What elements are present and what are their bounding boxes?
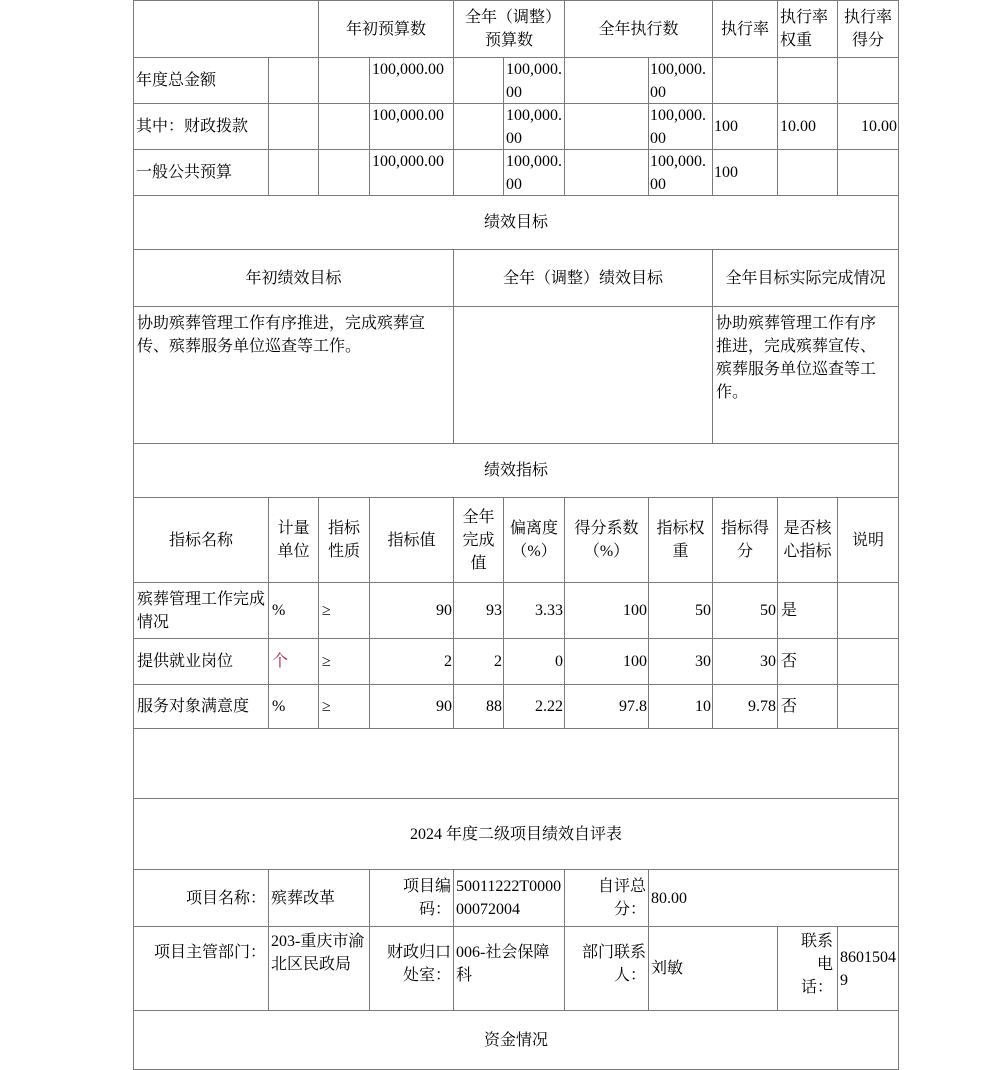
rate-score-value (837, 149, 899, 196)
indicator-coefficient-cell: 100 (564, 638, 649, 685)
header-rate-score: 执行率得分 (837, 0, 899, 58)
blank-cell (564, 103, 649, 150)
self-score-value: 80.00 (648, 869, 899, 927)
budget-row-label: 其中：财政拨款 (133, 103, 269, 150)
header-note: 说明 (837, 497, 899, 583)
office-label: 财政归口处室： (369, 926, 454, 1011)
spacer-row (133, 728, 899, 799)
indicator-target-cell: 90 (369, 684, 454, 729)
goals-section-title: 绩效目标 (133, 195, 899, 250)
rate-score-value (837, 57, 899, 104)
indicator-note-cell (837, 684, 899, 729)
indicator-indicator-name-cell: 服务对象满意度 (133, 684, 269, 729)
blank-cell (453, 149, 504, 196)
blank-cell (318, 57, 370, 104)
indicator-weight-cell: 10 (648, 684, 713, 729)
project-name-label: 项目名称： (133, 869, 269, 927)
header-actual: 全年完成值 (453, 497, 504, 583)
header-weight: 指标权重 (648, 497, 713, 583)
dept-label: 项目主管部门： (133, 926, 269, 1011)
blank-cell (318, 103, 370, 150)
indicator-unit-cell: % (268, 684, 319, 729)
header-unit: 计量单位 (268, 497, 319, 583)
executed-value: 100,000.00 (648, 149, 713, 196)
project-name-value: 殡葬改革 (268, 869, 370, 927)
indicators-section-title: 绩效指标 (133, 443, 899, 498)
indicator-score-cell: 9.78 (712, 684, 778, 729)
indicator-indicator-name-cell: 殡葬管理工作完成情况 (133, 582, 269, 639)
form-title: 2024 年度二级项目绩效自评表 (133, 798, 899, 870)
indicator-core-cell: 否 (777, 638, 838, 685)
budget-row-label: 一般公共预算 (133, 149, 269, 196)
adjusted-budget-value: 100,000.00 (503, 149, 565, 196)
indicator-deviation-cell: 2.22 (503, 684, 565, 729)
indicator-target-cell: 90 (369, 582, 454, 639)
indicator-deviation-cell: 3.33 (503, 582, 565, 639)
rate-weight-value (777, 57, 838, 104)
indicator-weight-cell: 30 (648, 638, 713, 685)
indicator-note-cell (837, 638, 899, 685)
header-deviation: 偏离度（%） (503, 497, 565, 583)
goals-initial-text: 协助殡葬管理工作有序推进，完成殡葬宣传、殡葬服务单位巡查等工作。 (133, 306, 454, 444)
budget-header-blank (133, 0, 319, 58)
header-score: 指标得分 (712, 497, 778, 583)
indicator-score-cell: 30 (712, 638, 778, 685)
goals-header-actual: 全年目标实际完成情况 (712, 249, 899, 307)
initial-budget-value: 100,000.00 (369, 57, 454, 104)
header-adjusted-budget: 全年（调整）预算数 (453, 0, 565, 58)
project-code-label: 项目编码： (369, 869, 454, 927)
indicator-deviation-cell: 0 (503, 638, 565, 685)
executed-value: 100,000.00 (648, 103, 713, 150)
rate-score-value: 10.00 (837, 103, 899, 150)
header-initial-budget: 年初预算数 (318, 0, 454, 58)
header-coefficient: 得分系数（%） (564, 497, 649, 583)
indicator-unit-cell: % (268, 582, 319, 639)
blank-cell (453, 103, 504, 150)
adjusted-budget-value: 100,000.00 (503, 57, 565, 104)
adjusted-budget-value: 100,000.00 (503, 103, 565, 150)
contact-value: 刘敏 (648, 926, 778, 1011)
header-executed: 全年执行数 (564, 0, 713, 58)
indicator-coefficient-cell: 97.8 (564, 684, 649, 729)
blank-cell (318, 149, 370, 196)
self-score-label: 自评总分： (564, 869, 649, 927)
rate-weight-value: 10.00 (777, 103, 838, 150)
dept-value: 203-重庆市渝北区民政局 (268, 926, 370, 1011)
indicator-actual-cell: 93 (453, 582, 504, 639)
indicator-coefficient-cell: 100 (564, 582, 649, 639)
budget-row-label: 年度总金额 (133, 57, 269, 104)
indicator-actual-cell: 88 (453, 684, 504, 729)
rate-weight-value (777, 149, 838, 196)
rate-value: 100 (712, 103, 778, 150)
indicator-actual-cell: 2 (453, 638, 504, 685)
contact-label: 部门联系人： (564, 926, 649, 1011)
blank-cell (564, 149, 649, 196)
phone-label: 联系电话： (777, 926, 838, 1011)
indicator-core-cell: 否 (777, 684, 838, 729)
goals-header-initial: 年初绩效目标 (133, 249, 454, 307)
header-target: 指标值 (369, 497, 454, 583)
project-code-value: 50011222T000000072004 (453, 869, 565, 927)
blank-cell (453, 57, 504, 104)
indicator-nature-cell: ≥ (318, 684, 370, 729)
office-value: 006-社会保障科 (453, 926, 565, 1011)
indicator-unit-cell: 个 (268, 638, 319, 685)
indicator-nature-cell: ≥ (318, 582, 370, 639)
header-nature: 指标性质 (318, 497, 370, 583)
indicator-nature-cell: ≥ (318, 638, 370, 685)
indicator-indicator-name-cell: 提供就业岗位 (133, 638, 269, 685)
indicator-core-cell: 是 (777, 582, 838, 639)
indicator-note-cell (837, 582, 899, 639)
goals-actual-text: 协助殡葬管理工作有序推进，完成殡葬宣传、殡葬服务单位巡查等工作。 (712, 306, 899, 444)
indicator-target-cell: 2 (369, 638, 454, 685)
header-indicator-name: 指标名称 (133, 497, 269, 583)
header-core: 是否核心指标 (777, 497, 838, 583)
initial-budget-value: 100,000.00 (369, 103, 454, 150)
rate-value: 100 (712, 149, 778, 196)
indicator-score-cell: 50 (712, 582, 778, 639)
header-rate: 执行率 (712, 0, 778, 58)
rate-value (712, 57, 778, 104)
indicator-weight-cell: 50 (648, 582, 713, 639)
header-rate-weight: 执行率权重 (777, 0, 838, 58)
initial-budget-value: 100,000.00 (369, 149, 454, 196)
goals-header-adjusted: 全年（调整）绩效目标 (453, 249, 713, 307)
blank-cell (564, 57, 649, 104)
blank-cell (268, 57, 319, 104)
funds-section-title: 资金情况 (133, 1010, 899, 1070)
phone-value: 86015049 (837, 926, 899, 1011)
blank-cell (268, 149, 319, 196)
executed-value: 100,000.00 (648, 57, 713, 104)
blank-cell (268, 103, 319, 150)
goals-adjusted-text (453, 306, 713, 444)
